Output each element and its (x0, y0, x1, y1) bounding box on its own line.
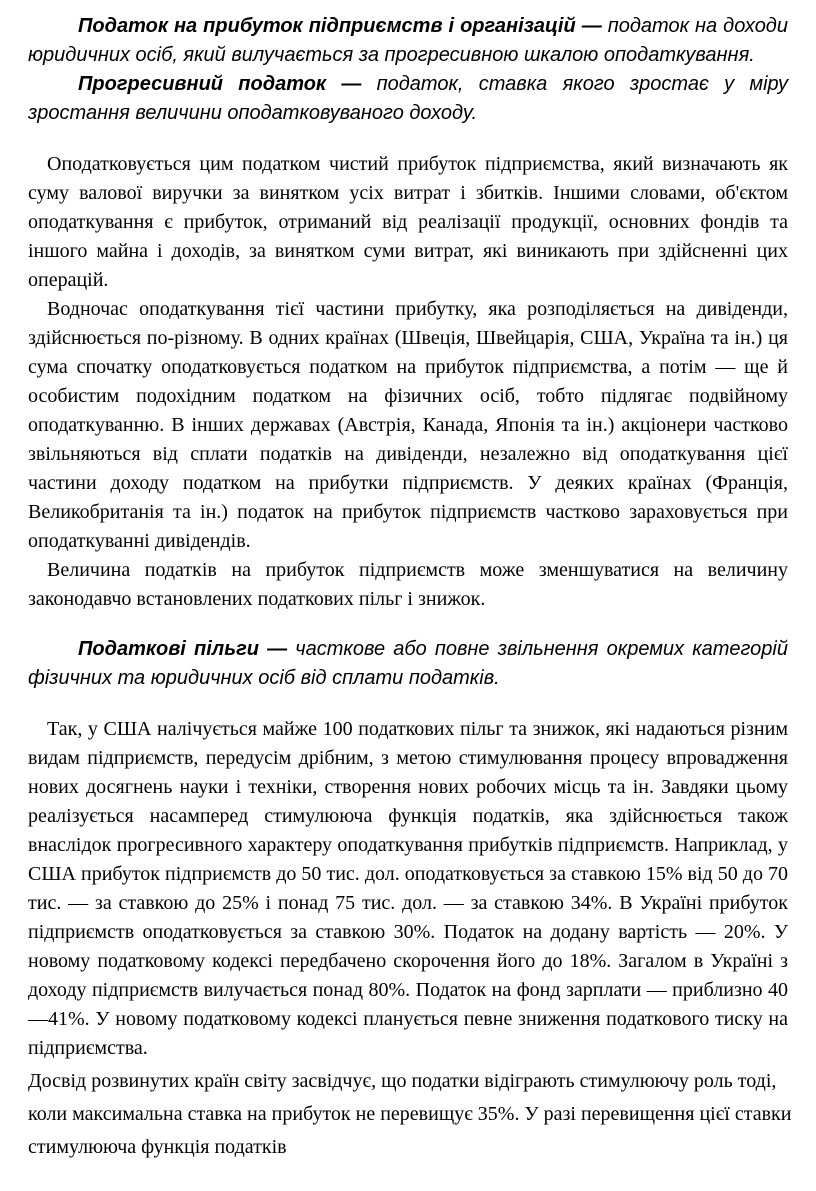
definition-dash: — (326, 73, 377, 95)
document-page (28, 12, 792, 1164)
paragraph-developed-countries: Досвід розвинутих країн світу засвідчує, що податки відіграють стимулюючу роль тоді, коли максимальна ставка на прибуток не перевищує 35%. У разі перевищення цієї ставки стимулююча функція податків (28, 1070, 792, 1158)
paragraph-usa-benefits: Так, у США налічується майже 100 податкових пільг та знижок, які надаються різним видам підприємств, передусім дрібним, з метою стимулювання процесу впровадження нових досягнень науки і техніки, створення нових робочих місць та ін. Завдяки цьому реалізується насамперед стимулююча функція податків, яка здійснюється також внаслідок прогресивного характеру оподаткування прибутків підприємств. Наприклад, у США прибуток підприємств до 50 тис. дол. оподатковується за ставкою 15% від 50 до 70 тис. — за ставкою до 25% і понад 75 тис. дол. — за ставкою 34%. В Україні прибуток підприємств оподатковується за ставкою 30%. Податок на додану вартість — 20%. У новому податковому кодексі передбачено скорочення його до 18%. Загалом в Україні з доходу підприємств вилучається понад 80%. Податок на фонд зарплати — приблизно 40—41%. У новому податковому кодексі планується певне зниження податкового тиску на підприємства. (28, 718, 788, 1059)
definition-text: часткове або повне звільнення окремих категорій фізичних та юридичних осіб від сплати податків. (28, 638, 788, 689)
definition-text: податок на доходи юридичних осіб, який вилучається за прогресивною шкалою оподаткування. (28, 15, 788, 66)
paragraph-dividends: Водночас оподаткування тієї частини прибутку, яка розподіляється на дивіденди, здійснюється по-різному. В одних країнах (Швеція, Швейцарія, США, Україна та ін.) ця сума спочатку оподатковується податком на прибуток підприємства, а потім — ще й особистим подохідним податком на фізичних осіб, тобто підлягає подвійному оподаткуванню. В інших державах (Австрія, Канада, Японія та ін.) акціонери частково звільняються від сплати податків на дивіденди, незалежно від оподаткування цієї частини доходу податком на прибутки підприємств. У деяких країнах (Франція, Великобританія та ін.) податок на прибуток підприємств частково зараховується при оподаткуванні дивідендів. (28, 298, 788, 552)
definition-progressive-tax (28, 70, 788, 128)
spacer (28, 614, 788, 635)
spacer (28, 128, 788, 150)
paragraph-taxable-profit: Оподатковується цим податком чистий прибуток підприємства, який визначають як суму валової виручки за винятком усіх витрат і збитків. Іншими словами, об'єктом оподаткування є прибуток, отриманий від реалізації продукції, основних фондів та іншого майна і доходів, за винятком суми витрат, які виникають при здійсненні цих операцій. (28, 153, 788, 291)
definition-tax-benefits (28, 635, 788, 693)
definition-text: податок, ставка якого зростає у міру зростання величини оподатковуваного доходу. (28, 73, 788, 124)
term-profit-tax: Податок на прибуток підприємств і організацій (78, 15, 576, 37)
definition-profit-tax (28, 12, 788, 70)
term-progressive-tax: Прогресивний податок (78, 73, 327, 95)
paragraph-tax-reduction: Величина податків на прибуток підприємств може зменшуватися на величину законодавчо встановлених податкових пільг і знижок. (28, 559, 788, 610)
term-tax-benefits: Податкові пільги (78, 638, 259, 660)
definition-dash: — (575, 15, 608, 37)
spacer (28, 693, 788, 715)
definition-dash: — (258, 638, 296, 660)
